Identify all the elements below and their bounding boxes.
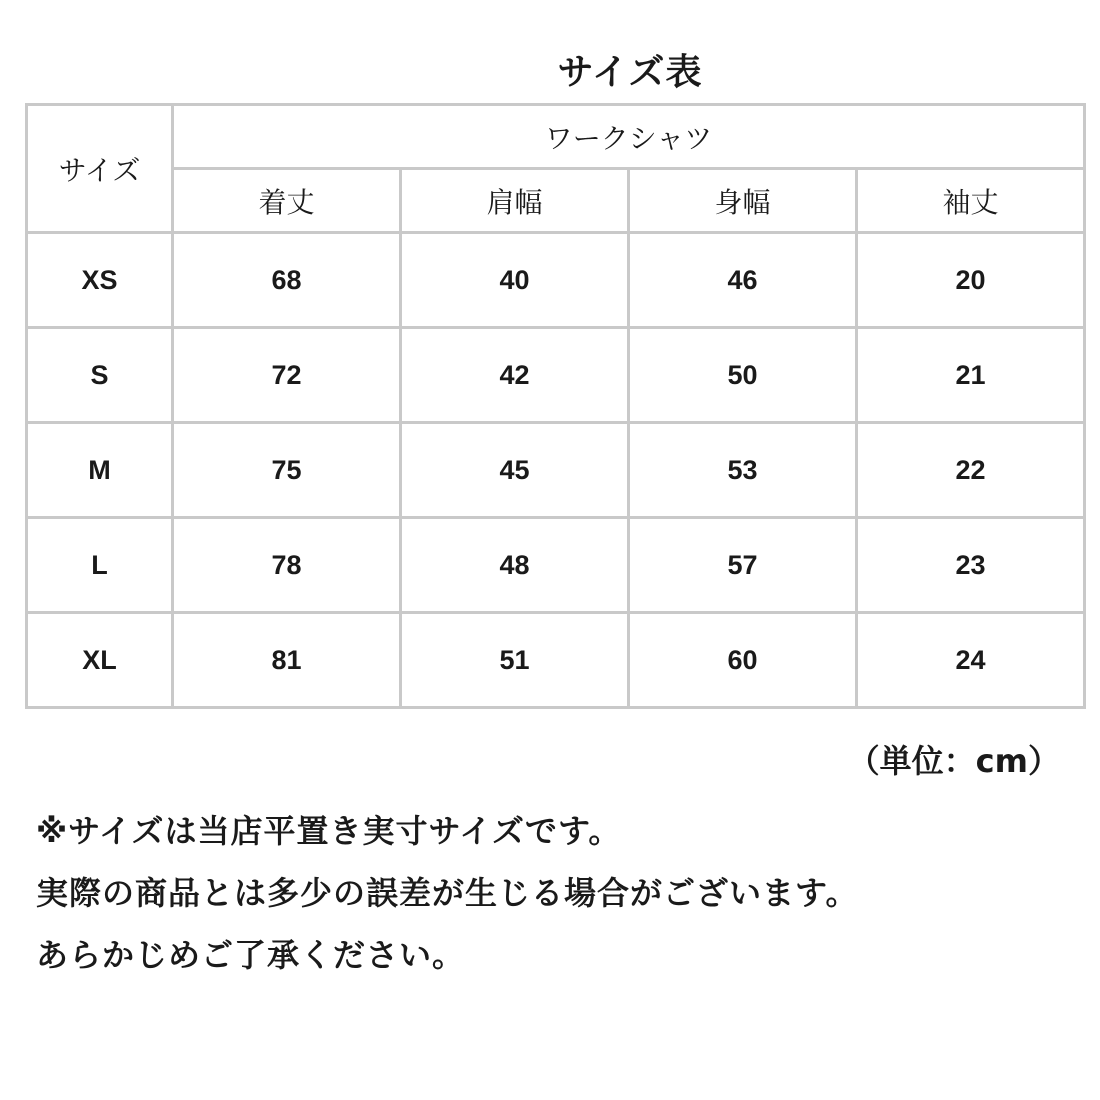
column-header-sleeve: 袖丈 [857,169,1085,233]
notes-block [36,800,1076,986]
column-header-length: 着丈 [173,169,401,233]
table-cell: 42 [401,328,629,423]
note-line: 実際の商品とは多少の誤差が生じる場合がございます。 [36,874,859,912]
row-size-label: XS [27,233,173,328]
table-cell: 81 [173,613,401,708]
table-cell: 20 [857,233,1085,328]
table-header-row-measurements [27,169,1085,233]
note-line: ※サイズは当店平置き実寸サイズです。 [36,812,622,850]
unit-note: （単位：cm） [847,742,1060,780]
table-row [27,423,1085,518]
row-size-label: M [27,423,173,518]
page-title: サイズ表 [557,52,703,93]
table-cell: 48 [401,518,629,613]
table-cell: 78 [173,518,401,613]
table-row [27,518,1085,613]
row-size-label: S [27,328,173,423]
table-cell: 40 [401,233,629,328]
table-cell: 60 [629,613,857,708]
table-cell: 45 [401,423,629,518]
note-line: あらかじめご了承ください。 [36,936,466,974]
size-column-header: サイズ [27,105,173,233]
table-cell: 57 [629,518,857,613]
column-header-chest: 身幅 [629,169,857,233]
table-cell: 51 [401,613,629,708]
table-cell: 22 [857,423,1085,518]
table-cell: 24 [857,613,1085,708]
table-cell: 75 [173,423,401,518]
table-cell: 50 [629,328,857,423]
table-row [27,613,1085,708]
table-row [27,233,1085,328]
table-cell: 23 [857,518,1085,613]
table-cell: 72 [173,328,401,423]
table-cell: 21 [857,328,1085,423]
row-size-label: L [27,518,173,613]
size-table [25,103,1086,709]
table-cell: 68 [173,233,401,328]
product-group-header: ワークシャツ [173,105,1085,169]
table-row [27,328,1085,423]
table-cell: 46 [629,233,857,328]
row-size-label: XL [27,613,173,708]
table-cell: 53 [629,423,857,518]
table-header-row-group [27,105,1085,169]
column-header-shoulder: 肩幅 [401,169,629,233]
